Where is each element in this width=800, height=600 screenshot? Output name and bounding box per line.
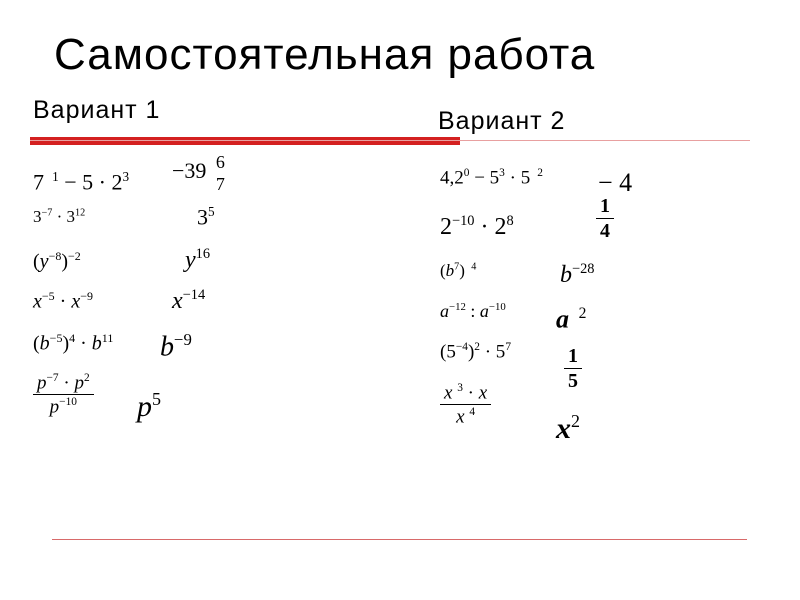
v1-expr-4: $x^{-5} \cdot x^{-9}$ <box>33 289 94 313</box>
v1-expr-5: $(b^{-5})^4 \cdot b^{11}$ <box>33 331 114 355</box>
v2-answer-5: $\frac{1}{5}$ <box>564 346 582 391</box>
v2-answer-1: − 4 <box>598 168 633 197</box>
v1-expr-3: $(y^{-8})^{-2}$ <box>33 249 81 273</box>
accent-bar <box>30 137 460 145</box>
variant-2-label: Вариант 2 <box>438 107 566 135</box>
v1-expr-6: $\frac{p^{-7} \cdot p^2}{p^{-10}}$ <box>33 373 94 417</box>
v1-answer-3: $y^{16}$ <box>185 246 211 273</box>
v2-answer-frac-1-4: $\frac{1}{4}$ <box>596 196 614 241</box>
v2-expr-1: $4,2^0 - 5^3 \cdot 5$ $^2$ <box>440 167 543 189</box>
v2-answer-6: $x^2$ <box>556 411 580 445</box>
v1-answer-2: $3^5$ <box>197 204 215 230</box>
v2-expr-5: $(5^{-4})^2 \cdot 5^7$ <box>440 341 512 363</box>
v1-answer-6: $p^5$ <box>137 389 161 423</box>
v1-answer-1: −39 6 7 <box>172 152 225 194</box>
v2-answer-3: $b^{-28}$ <box>560 261 595 288</box>
v2-expr-6: $\frac{x ^3 \cdot x}{x ^4}$ <box>440 383 491 427</box>
slide-title: Самостоятельная работа <box>54 30 596 79</box>
v1-answer-4: $x^{-14}$ <box>172 287 206 314</box>
bottom-divider-line <box>52 539 747 540</box>
v2-answer-4: a $^2$ <box>556 304 587 334</box>
v1-expr-2: $3^{-7} \cdot 3^{12}$ <box>33 207 86 226</box>
divider-line <box>30 140 750 141</box>
v2-expr-4: $a^{-12}$ : $a^{-10}$ <box>440 301 506 321</box>
v1-expr-1: 7 $^1 - 5 \cdot 2^3$ <box>33 169 130 195</box>
v2-expr-3: $(b^7)$ $^4$ <box>440 261 477 280</box>
v2-expr-2: $2^{-10} \cdot 2^8$ <box>440 213 514 240</box>
v1-answer-5: $b^{-9}$ <box>160 330 192 363</box>
variant-1-label: Вариант 1 <box>33 96 161 124</box>
